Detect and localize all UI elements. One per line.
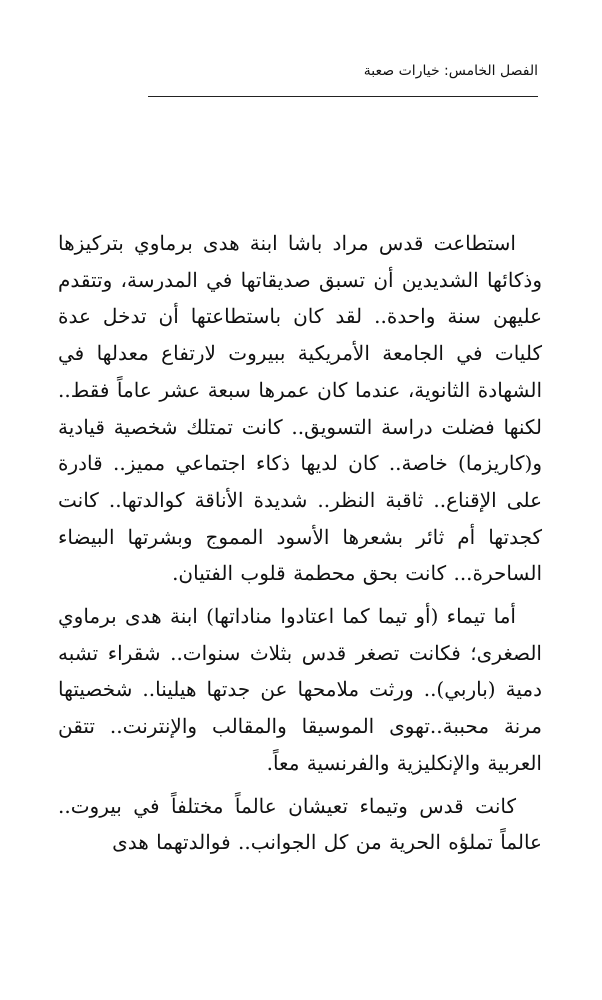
paragraph-2: أما تيماء (أو تيما كما اعتادوا مناداتها) ابنة هدى برماوي الصغرى؛ فكانت تصغر قدس بثلاث سنوات.. شقراء تشبه دمية (باربي).. ورثت ملامحها عن جدتها هيلينا.. شخصيتها مرنة محببة..تهوى الموسيقا والمقالب والإنترنت.. تتقن العربية والإنكليزية والفرنسية معاً. [58,604,542,775]
chapter-body [58,225,542,867]
header-rule [148,96,538,97]
running-header: الفصل الخامس: خيارات صعبة [363,63,538,79]
paragraph-1: استطاعت قدس مراد باشا ابنة هدى برماوي بتركيزها وذكائها الشديدين أن تسبق صديقاتها في المدرسة، وتتقدم عليهن سنة واحدة.. لقد كان باستطاعتها أن تدخل عدة كليات في الجامعة الأمريكية ببيروت لارتفاع معدلها في الشهادة الثانوية، عندما كان عمرها سبعة عشر عاماً فقط.. لكنها فضلت دراسة التسويق.. كانت تمتلك شخصية قيادية و(كاريزما) خاصة.. كان لديها ذكاء اجتماعي مميز.. قادرة على الإقناع.. ثاقبة النظر.. شديدة الأناقة كوالدتها.. كانت كجدتها أم ثائر بشعرها الأسود المموج وبشرتها البيضاء الساحرة... كانت بحق محطمة قلوب الفتيان. [58,231,542,586]
paragraph-3: كانت قدس وتيماء تعيشان عالماً مختلفاً في بيروت.. عالماً تملؤه الحرية من كل الجوانب.. فوالدتهما هدى [58,793,542,855]
